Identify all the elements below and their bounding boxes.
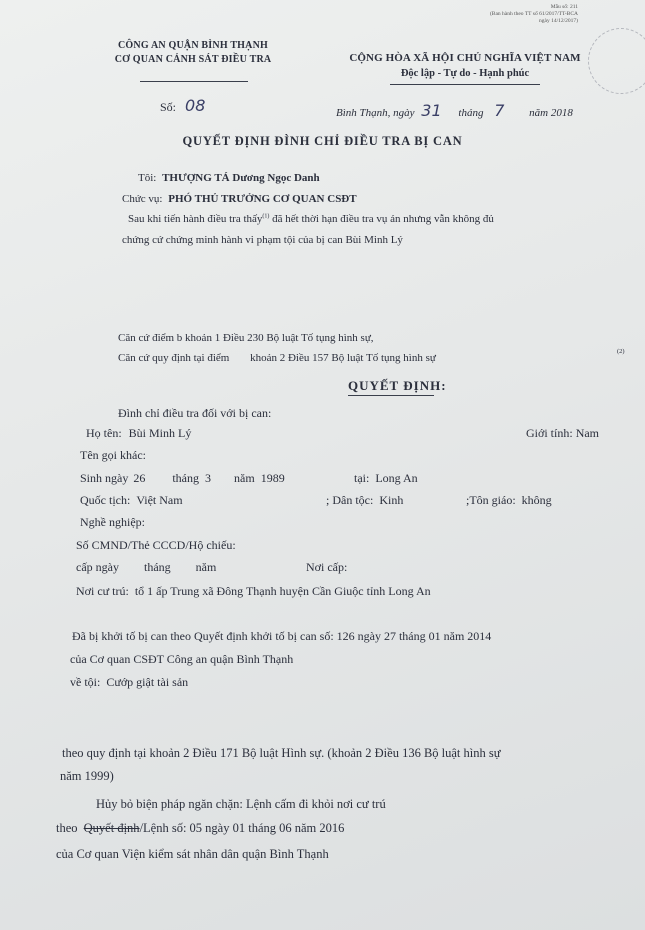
occupation-label: Nghề nghiệp: <box>80 515 145 529</box>
suspect-gender: Nam <box>575 426 600 440</box>
motto: Độc lập - Tự do - Hạnh phúc <box>400 68 530 79</box>
suspect-dob-line <box>80 471 285 486</box>
nationality-value: Việt Nam <box>136 493 183 507</box>
cancel-rest: /Lệnh số: 05 ngày 01 tháng 06 năm 2016 <box>139 821 345 835</box>
crime-label: về tội: <box>70 675 101 689</box>
residence-line <box>76 584 431 599</box>
officer-line <box>138 172 320 184</box>
crime-value: Cướp giật tài sản <box>106 675 189 689</box>
agency-block <box>98 40 288 65</box>
pob-label: tại: <box>354 471 370 485</box>
pob-value: Long An <box>375 471 418 485</box>
suspect-name-line <box>86 426 191 441</box>
form-ref-line2: (Ban hành theo TT số 61/2017/TT-BCA <box>489 11 578 17</box>
republic-block <box>325 52 605 79</box>
law-line1: theo quy định tại khoản 2 Điều 171 Bộ luật Hình sự. (khoản 2 Điều 136 Bộ luật hình sự <box>62 746 501 760</box>
reason-line2: chứng cứ chứng minh hành vi phạm tội của bị can Bùi Minh Lý <box>122 234 403 246</box>
dob-label: Sinh ngày <box>80 471 129 485</box>
legal-basis-line1: Căn cứ điểm b khoản 1 Điều 230 Bộ luật Tố tụng hình sự, <box>118 332 374 344</box>
decision-heading: QUYẾT ĐỊNH: <box>348 378 447 393</box>
suspect-name: Bùi Minh Lý <box>128 426 192 440</box>
issue-year-label: năm <box>195 560 217 574</box>
suspect-gender-label: Giới tính: <box>526 426 573 440</box>
suspect-nationality-line <box>80 493 183 508</box>
date-year: năm 2018 <box>529 107 573 119</box>
legal-basis-footnote: (2) <box>617 348 625 355</box>
number-value: 08 <box>185 96 206 115</box>
residence-value: tổ 1 ấp Trung xã Đông Thạnh huyện Cần Giuộc tỉnh Long An <box>134 584 431 598</box>
form-ref-line3: ngày 14/12/2017) <box>539 18 578 24</box>
position-value: PHÓ THỦ TRƯỞNG CƠ QUAN CSĐT <box>168 193 357 205</box>
prosecution-line1: Đã bị khởi tố bị can theo Quyết định khởi tố bị can số: 126 ngày 27 tháng 01 năm 2014 <box>72 629 492 643</box>
officer-name-label: Tôi: <box>138 172 157 184</box>
agency-line1: CÔNG AN QUẬN BÌNH THẠNH <box>118 40 268 51</box>
form-reference <box>470 4 578 25</box>
cancel-struck: Quyết định <box>83 821 140 835</box>
nationality-label: Quốc tịch: <box>80 493 131 507</box>
id-label: Số CMND/Thẻ CCCD/Hộ chiếu: <box>76 538 236 552</box>
dob-month: 3 <box>205 471 212 485</box>
officer-rank: THƯỢNG TÁ <box>162 172 230 184</box>
date-day: 31 <box>421 101 442 120</box>
republic-name: CỘNG HÒA XÃ HỘI CHỦ NGHĨA VIỆT NAM <box>349 52 581 64</box>
reason-line1a: Sau khi tiến hành điều tra thấy <box>128 213 263 225</box>
cancel-line3: của Cơ quan Viện kiểm sát nhân dân quận Bình Thạnh <box>56 847 329 861</box>
suspect-name-label: Họ tên: <box>86 426 122 440</box>
legal-basis-line2b: khoản 2 Điều 157 Bộ luật Tố tụng hình sự <box>250 352 436 364</box>
dob-year: 1989 <box>260 471 285 485</box>
suspect-gender-line <box>526 426 599 441</box>
dob-year-label: năm <box>234 471 255 485</box>
date-line <box>336 101 573 120</box>
ethnicity-value: Kinh <box>379 493 404 507</box>
agency-underline <box>140 81 248 82</box>
issue-month-label: tháng <box>143 560 171 574</box>
suspect-ethnicity-line <box>326 493 403 508</box>
cancel-prefix: theo <box>56 821 78 835</box>
officer-name: Dương Ngọc Danh <box>232 172 320 184</box>
dob-month-label: tháng <box>172 471 200 485</box>
id-issue-line <box>76 560 216 575</box>
cancel-line2 <box>56 821 344 836</box>
ethnicity-label: ; Dân tộc: <box>326 493 374 507</box>
dob-day: 26 <box>133 471 146 485</box>
motto-underline <box>390 84 540 85</box>
form-ref-line1: Mẫu số: 211 <box>550 4 578 10</box>
legal-basis-line2 <box>118 352 436 364</box>
position-line <box>122 193 357 205</box>
law-line2: năm 1999) <box>60 769 114 783</box>
reason-footnote: (1) <box>262 213 270 220</box>
issue-date-label: cấp ngày <box>76 560 119 574</box>
legal-basis-line2a: Căn cứ quy định tại điểm <box>118 352 230 364</box>
reason-line1 <box>128 213 494 225</box>
residence-label: Nơi cư trú: <box>76 584 129 598</box>
date-month-label: tháng <box>458 107 484 119</box>
decision-underline <box>348 395 434 396</box>
date-month: 7 <box>494 101 505 120</box>
reason-line1b: đã hết thời hạn điều tra vụ án nhưng vẫn không đủ <box>272 213 494 225</box>
date-place: Bình Thạnh, ngày <box>336 107 415 119</box>
suspect-pob-line <box>354 471 418 486</box>
suspect-alias-label: Tên gọi khác: <box>80 448 146 462</box>
prosecution-line2: của Cơ quan CSĐT Công an quận Bình Thạnh <box>70 652 294 666</box>
document-title: QUYẾT ĐỊNH ĐÌNH CHỈ ĐIỀU TRA BỊ CAN <box>182 134 463 148</box>
religion-value: không <box>521 493 552 507</box>
cancel-line1: Hủy bỏ biện pháp ngăn chặn: Lệnh cấm đi khỏi nơi cư trú <box>96 797 386 811</box>
prosecution-line3 <box>70 675 188 690</box>
suspect-religion-line <box>466 493 552 508</box>
agency-line2: CƠ QUAN CẢNH SÁT ĐIỀU TRA <box>114 54 272 65</box>
suspect-intro: Đình chỉ điều tra đối với bị can: <box>118 406 272 420</box>
position-label: Chức vụ: <box>122 193 163 205</box>
religion-label: ;Tôn giáo: <box>466 493 516 507</box>
document-number <box>160 96 205 115</box>
issue-place-label: Nơi cấp: <box>306 560 348 574</box>
number-label: Số: <box>160 100 177 114</box>
